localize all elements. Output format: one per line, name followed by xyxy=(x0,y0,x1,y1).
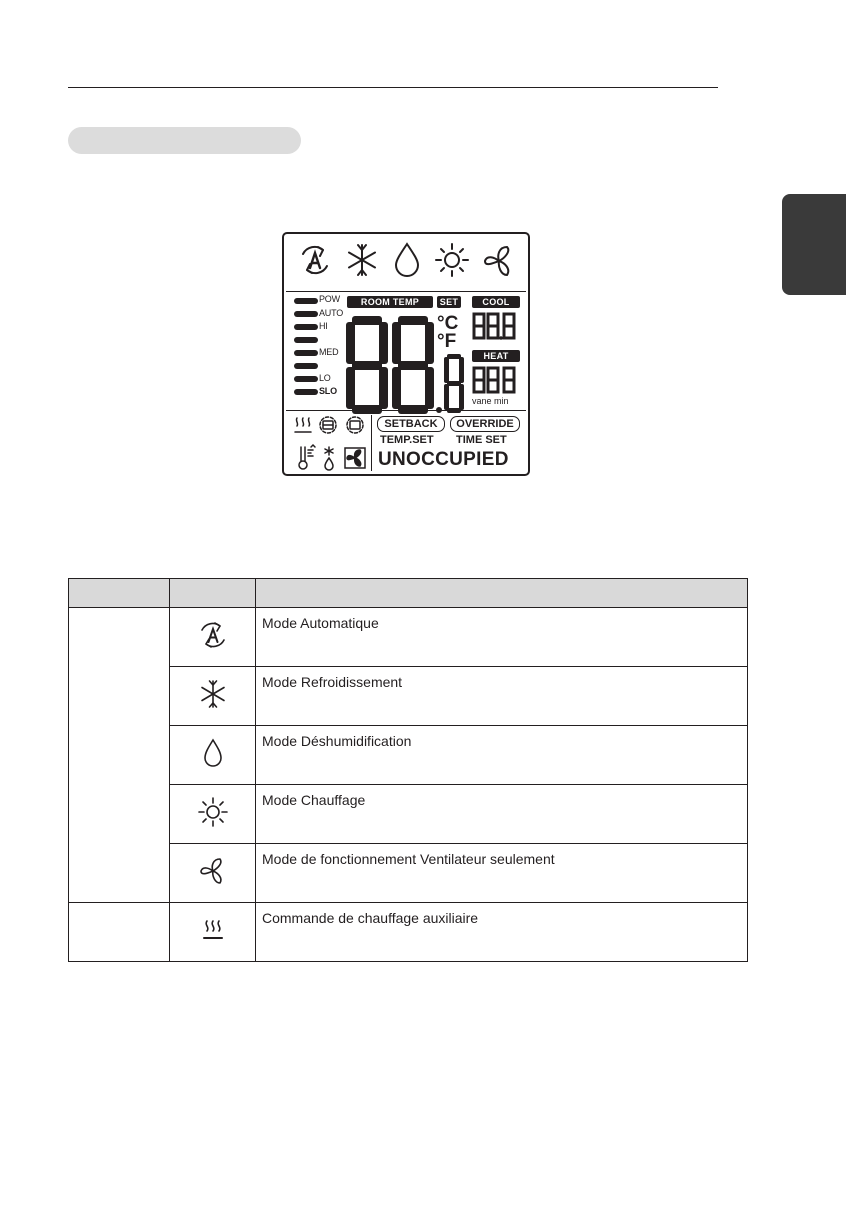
description-cell xyxy=(256,903,748,962)
table-row xyxy=(69,844,748,903)
speed-label-med: MED xyxy=(319,347,339,357)
thermometer-icon xyxy=(299,445,315,469)
description-cell xyxy=(256,667,748,726)
speed-bar xyxy=(294,350,318,356)
auto-mode-icon xyxy=(303,247,327,273)
celsius-unit: °C xyxy=(437,313,459,334)
speed-bar xyxy=(294,363,318,369)
heater-icon xyxy=(295,418,311,432)
speed-label-lo: LO xyxy=(319,373,331,383)
snowflake-icon xyxy=(349,245,375,275)
lcd-divider xyxy=(286,410,526,411)
temp-set-label: TEMP.SET xyxy=(380,434,434,446)
category-cell xyxy=(69,903,170,962)
icon-cell xyxy=(170,903,256,962)
fahrenheit-unit: °F xyxy=(437,331,457,352)
auto-mode-icon xyxy=(196,618,230,652)
fan-icon xyxy=(196,854,230,888)
snowflake-icon xyxy=(196,677,230,711)
table-row xyxy=(69,608,748,667)
vane-min-label: vane min xyxy=(472,396,509,406)
heater-icon xyxy=(196,913,230,947)
description-text: Mode Refroidissement xyxy=(262,674,403,690)
header-cell xyxy=(69,579,170,608)
description-cell xyxy=(256,608,748,667)
lcd-divider xyxy=(286,291,526,292)
icon-cell xyxy=(170,785,256,844)
speed-bar xyxy=(294,337,318,343)
chapter-side-tab xyxy=(782,194,846,295)
setback-label: SETBACK xyxy=(377,416,445,432)
fan-box-icon xyxy=(345,448,365,468)
section-heading-pill xyxy=(68,127,301,154)
defrost-icon xyxy=(325,447,333,470)
description-text: Mode Automatique xyxy=(262,615,379,631)
cool-digits xyxy=(474,314,514,338)
filter-icon xyxy=(320,417,336,433)
speed-bar xyxy=(294,324,318,330)
description-text: Commande de chauffage auxiliaire xyxy=(262,910,479,926)
table-row xyxy=(69,726,748,785)
description-text: Mode Déshumidification xyxy=(262,733,412,749)
speed-bar xyxy=(294,298,318,304)
speed-label-hi: HI xyxy=(319,321,328,331)
description-cell xyxy=(256,726,748,785)
header-rule xyxy=(68,87,718,88)
icon-cell xyxy=(170,608,256,667)
description-cell xyxy=(256,785,748,844)
header-cell xyxy=(170,579,256,608)
set-label: SET xyxy=(437,296,461,308)
table-row xyxy=(69,785,748,844)
lcd-display xyxy=(282,232,530,476)
speed-bar xyxy=(294,311,318,317)
description-text: Mode de fonctionnement Ventilateur seulement xyxy=(262,851,555,867)
table-header-row xyxy=(69,579,748,608)
icon-cell xyxy=(170,726,256,785)
icon-cell xyxy=(170,667,256,726)
table-row xyxy=(69,667,748,726)
heat-label: HEAT xyxy=(472,350,520,362)
unoccupied-label: UNOCCUPIED xyxy=(378,449,509,470)
speed-label-slo: SLO xyxy=(319,386,337,396)
mode-description-table xyxy=(68,578,748,962)
unit-filter-icon xyxy=(347,417,363,433)
sun-icon xyxy=(196,795,230,829)
speed-label-pow: POW xyxy=(319,294,340,304)
override-label: OVERRIDE xyxy=(450,416,520,432)
speed-bar xyxy=(294,376,318,382)
sun-icon xyxy=(436,244,468,276)
description-text: Mode Chauffage xyxy=(262,792,366,808)
water-drop-icon xyxy=(396,244,418,276)
icon-cell xyxy=(170,844,256,903)
description-cell xyxy=(256,844,748,903)
room-temp-label: ROOM TEMP xyxy=(347,296,433,308)
cool-label: COOL xyxy=(472,296,520,308)
table-row xyxy=(69,903,748,962)
header-cell xyxy=(256,579,748,608)
water-drop-icon xyxy=(196,736,230,770)
time-set-label: TIME SET xyxy=(456,434,507,446)
speed-bar xyxy=(294,389,318,395)
lcd-divider xyxy=(371,415,372,471)
category-cell xyxy=(69,608,170,903)
speed-label-auto: AUTO xyxy=(319,308,344,318)
heat-digits xyxy=(474,368,514,392)
fan-icon xyxy=(485,247,508,275)
